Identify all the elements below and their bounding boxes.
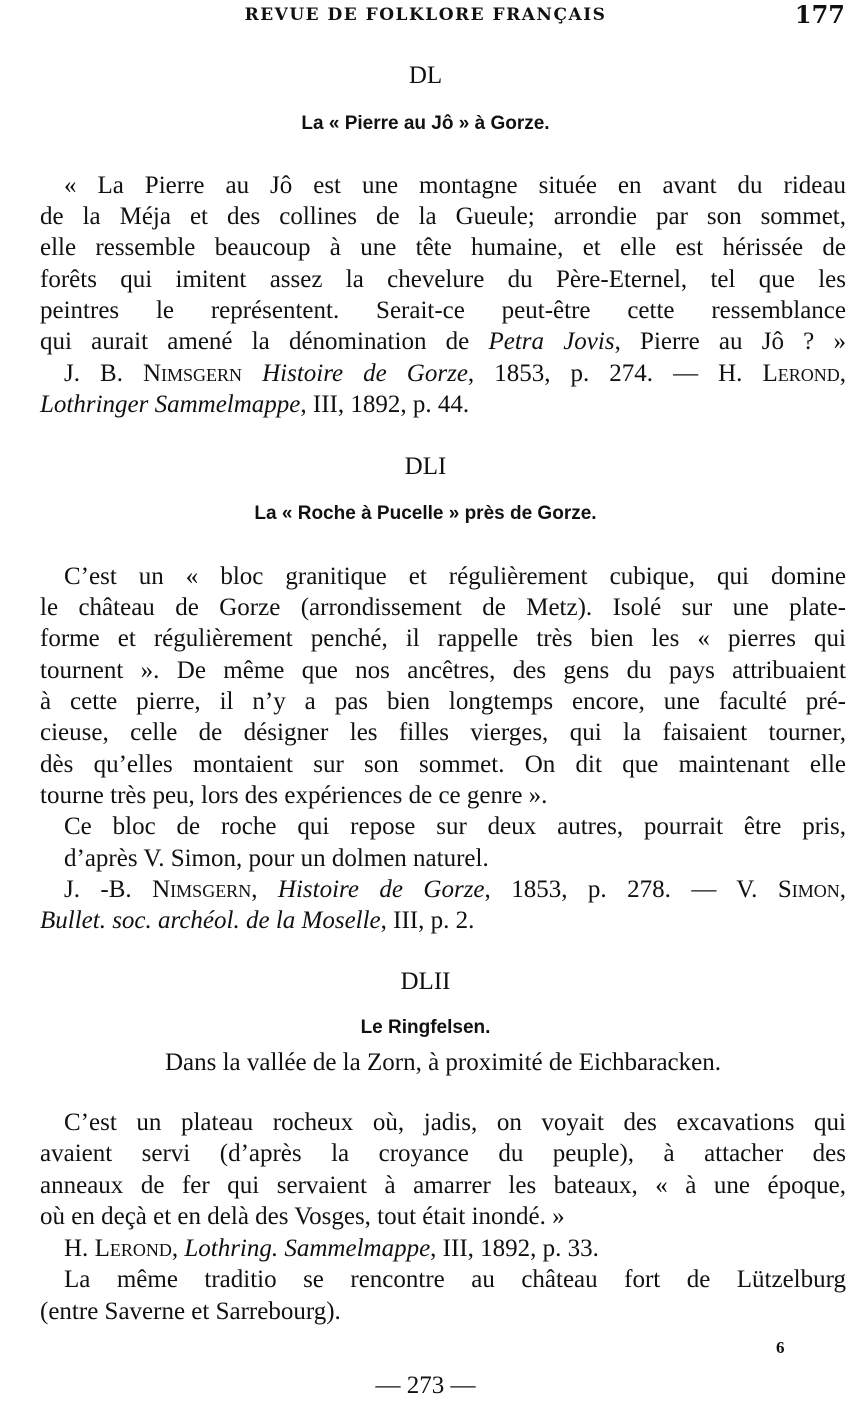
section-title: Le Ringfelsen. [360,1017,491,1038]
italic-text: Histoire de Gorze [262,360,468,387]
text-segment: H. [64,1235,95,1262]
italic-text: Lothringer Sammelmappe [40,391,301,418]
italic-text: Petra Jovis [488,328,615,355]
text-segment: à cette pierre, il n’y a pas bien longtemps encore, une faculté pré- [40,688,846,715]
text-segment: Ce bloc de roche qui repose sur deux autres, pourrait être pris, [64,813,846,840]
text-line [40,233,846,263]
italic-text: Histoire de Gorze [277,876,485,903]
page-number: — 273 — [375,1372,476,1399]
text-line [40,1202,846,1232]
text-line [64,1108,846,1138]
text-segment: La même traditio se rencontre au château fort de Lützelburg [64,1266,846,1293]
text-segment: cieuse, celle de désigner les filles vierges, qui la faisaient tourner, [40,719,846,746]
text-line [64,1234,846,1264]
author-name: Simon [777,876,840,903]
text-line [64,359,846,389]
text-segment: J. -B. [64,876,153,903]
italic-text: Lothring. Sammelmappe [184,1235,431,1262]
text-segment: forme et régulièrement penché, il rappelle très bien les « pierres qui [40,625,846,652]
text-segment: C’est un plateau rocheux où, jadis, on voyait des excavations qui [64,1109,846,1136]
text-segment: où en deçà et en delà des Vosges, tout était inondé. » [40,1203,565,1230]
text-segment: qui aurait amené la dénomination de [40,328,489,355]
text-segment: tourne très peu, lors des expériences de ce genre ». [40,782,548,809]
running-header: REVUE DE FOLKLORE FRANÇAIS [244,5,607,25]
text-line [40,1297,846,1327]
text-segment: , III, 1892, p. 44. [300,391,470,418]
text-line [64,875,846,905]
text-segment: avaient servi (d’après la croyance du peuple), à attacher des [40,1140,846,1167]
text-segment: , [839,876,846,903]
text-line [40,687,846,717]
text-segment: forêts qui imitent assez la chevelure du Père-Eternel, tel que les [40,266,846,293]
text-line [40,202,846,232]
text-segment: , Pierre au Jô ? » [614,328,846,355]
text-line [64,812,846,842]
text-line [40,906,846,936]
italic-text: Bullet. soc. archéol. de la Moselle [40,907,381,934]
text-segment: « La Pierre au Jô est une montagne située en avant du rideau [64,172,846,199]
text-segment: , [839,360,846,387]
text-segment: dès qu’elles montaient sur son sommet. On dit que maintenant elle [40,751,846,778]
text-segment: (entre Saverne et Sarrebourg). [40,1298,341,1325]
author-name: Lerond [94,1235,172,1262]
text-segment [242,360,262,387]
text-segment: elle ressemble beaucoup à une tête humaine, et elle est hérissée de [40,234,846,261]
text-segment: anneaux de fer qui servaient à amarrer les bateaux, « à une époque, [40,1172,846,1199]
section-number: DLII [400,968,451,995]
page-mark: 177 [794,0,845,29]
text-segment: J. B. [64,360,143,387]
author-name: Nimsgern [152,876,252,903]
section-subtitle: Dans la vallée de la Zorn, à proximité de Eichbaracken. [164,1049,721,1076]
text-segment: , [251,876,278,903]
text-line [40,718,846,748]
text-segment: , 1853, p. 274. — H. [467,360,763,387]
text-segment: de la Méja et des collines de la Gueule; arrondie par son sommet, [40,203,846,230]
text-segment: peintres le représentent. Serait-ce peut-être cette ressemblance [40,297,846,324]
author-name: Nimsgern [142,360,243,387]
text-line [40,1139,846,1169]
text-line [40,750,846,780]
text-segment: , III, 1892, p. 33. [430,1235,599,1262]
signature-mark: 6 [776,1338,785,1357]
section-title: La « Roche à Pucelle » près de Gorze. [254,503,597,524]
text-line [40,1171,846,1201]
text-line [40,781,846,811]
text-line [40,593,846,623]
text-line [64,1265,846,1295]
text-line [40,327,846,357]
text-line [40,265,846,295]
text-segment: , [171,1235,185,1262]
text-line [64,844,846,874]
section-number: DLI [404,453,447,480]
text-line [40,656,846,686]
text-line [40,296,846,326]
text-segment: , III, p. 2. [380,907,475,934]
section-title: La « Pierre au Jô » à Gorze. [301,113,550,134]
text-line [64,171,846,201]
text-segment: C’est un « bloc granitique et régulièrement cubique, qui domine [64,563,846,590]
text-segment: d’après V. Simon, pour un dolmen naturel. [64,845,489,872]
section-number: DL [408,62,443,89]
text-line [40,390,846,420]
text-line [64,562,846,592]
author-name: Lerond [762,360,840,387]
text-segment: tournent ». De même que nos ancêtres, des gens du pays attribuaient [40,657,846,684]
text-segment: le château de Gorze (arrondissement de Metz). Isolé sur une plate- [40,594,846,621]
text-segment: , 1853, p. 278. — V. [484,876,778,903]
text-line [40,624,846,654]
